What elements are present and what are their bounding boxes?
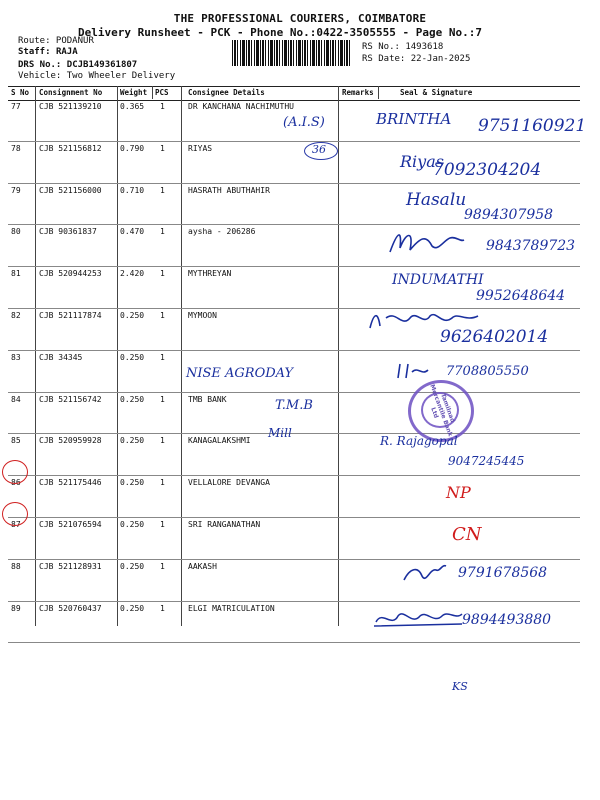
cell-consignment-no: CJB 521076594: [39, 520, 102, 529]
cell-sno: 82: [11, 311, 21, 320]
stamp-text: Tamilnad Mercantile Bank Ltd: [428, 383, 457, 438]
cell-sno: 79: [11, 185, 21, 195]
handwritten-phone-81: 9952648644: [476, 288, 566, 304]
table-row: [8, 475, 580, 518]
cell-consignment-no: CJB 521117874: [39, 311, 102, 320]
cell-pcs: 1: [160, 352, 165, 362]
drs-value: DCJB149361807: [66, 60, 138, 70]
cell-consignment-no: CJB 521128931: [39, 561, 102, 571]
handwritten-signature-79: Hasalu: [406, 190, 467, 210]
cell-consignment-no: CJB 90361837: [39, 227, 97, 237]
handwritten-note-83: NISE AGRODAY: [186, 366, 294, 381]
handwritten-remark-86: NP: [446, 483, 471, 502]
handwritten-signature-88: [400, 560, 448, 586]
col-sno: S No: [11, 88, 30, 97]
drs-key: DRS No.:: [18, 60, 62, 70]
red-circle-87: [2, 502, 28, 526]
cell-pcs: 1: [160, 102, 165, 111]
cell-pcs: 1: [160, 436, 165, 446]
col-divider: [152, 86, 153, 99]
cell-consignee: RIYAS: [188, 143, 213, 153]
rs-number: RS No.: 1493618: [362, 42, 444, 52]
cell-sno: 89: [11, 603, 21, 613]
handwritten-phone-88: 9791678568: [458, 565, 548, 581]
cell-consignee: ELGI MATRICULATION: [188, 603, 275, 613]
cell-weight: 0.790: [120, 143, 145, 153]
runsheet-subtitle: Delivery Runsheet - PCK - Phone No.:0422-3505555 - Page No.:7: [78, 26, 482, 39]
cell-consignment-no: CJB 521156000: [39, 185, 102, 195]
col-weight: Weight: [120, 88, 148, 97]
cell-sno: 83: [11, 352, 21, 362]
handwritten-phone-79: 9894307958: [464, 207, 554, 223]
cell-consignee: MYMOON: [188, 311, 217, 320]
cell-pcs: 1: [160, 311, 165, 320]
staff-value: RAJA: [55, 47, 78, 57]
rs-date: RS Date: 22-Jan-2025: [362, 54, 471, 64]
cell-consignee: MYTHREYAN: [188, 269, 232, 279]
handwritten-mark-83: [394, 360, 430, 382]
cell-sno: 78: [11, 143, 21, 153]
handwritten-signature-85: R. Rajagopal: [380, 434, 458, 448]
cell-pcs: 1: [160, 227, 165, 237]
cell-sno: 81: [11, 269, 21, 279]
cell-weight: 0.250: [120, 311, 145, 320]
drs-line: [18, 60, 137, 70]
cell-consignment-no: CJB 521156812: [39, 143, 102, 153]
handwritten-note-85: Mill: [268, 426, 292, 440]
cell-pcs: 1: [160, 269, 165, 279]
cell-pcs: 1: [160, 603, 165, 613]
cell-weight: 0.250: [120, 561, 145, 571]
cell-consignment-no: CJB 520944253: [39, 269, 102, 279]
handwritten-signature-78: Riyas: [400, 152, 444, 171]
cell-weight: 0.250: [120, 603, 145, 613]
cell-weight: 0.250: [120, 436, 145, 446]
handwritten-phone-77: 9751160921: [478, 116, 587, 136]
cell-consignment-no: CJB 34345: [39, 352, 83, 362]
cell-sno: 88: [11, 561, 21, 571]
cell-weight: 0.365: [120, 102, 145, 111]
cell-weight: 0.250: [120, 394, 145, 404]
cell-weight: 2.420: [120, 269, 145, 279]
handwritten-phone-78: 7092304204: [433, 160, 542, 180]
cell-pcs: 1: [160, 394, 165, 404]
col-seal: Seal & Signature: [400, 88, 473, 97]
handwritten-phone-82: 9626402014: [440, 327, 549, 347]
cell-pcs: 1: [160, 478, 165, 488]
cell-consignee: KANAGALAKSHMI: [188, 436, 251, 446]
col-consignment: Consignment No: [39, 88, 103, 97]
col-pcs: PCS: [155, 88, 169, 97]
cell-sno: 80: [11, 227, 21, 237]
cell-weight: 0.250: [120, 352, 145, 362]
bank-seal-stamp: [408, 380, 474, 442]
handwritten-signature-89: [372, 606, 464, 632]
company-title: THE PROFESSIONAL COURIERS, COIMBATORE: [173, 12, 427, 25]
cell-consignee: AAKASH: [188, 561, 217, 571]
cell-pcs: 1: [160, 520, 165, 529]
handwritten-phone-83: 7708805550: [446, 364, 529, 379]
handwritten-signature-80: [386, 226, 466, 258]
route-label: Route: PODANUR: [18, 36, 94, 46]
cell-weight: 0.470: [120, 227, 145, 237]
cell-sno: 84: [11, 394, 21, 404]
cell-consignee: TMB BANK: [188, 394, 227, 404]
handwritten-phone-85: 9047245445: [448, 454, 525, 468]
cell-weight: 0.250: [120, 478, 145, 488]
cell-weight: 0.250: [120, 520, 145, 529]
staff-key: Staff:: [18, 47, 51, 57]
cell-sno: 85: [11, 436, 21, 446]
handwritten-note-78: 36: [312, 143, 326, 156]
cell-consignee: SRI RANGANATHAN: [188, 520, 261, 529]
table-row: [8, 517, 580, 560]
cell-consignment-no: CJB 521139210: [39, 102, 102, 111]
red-circle-86: [2, 460, 28, 484]
cell-consignee: aysha - 206286: [188, 227, 256, 237]
cell-pcs: 1: [160, 561, 165, 571]
cell-pcs: 1: [160, 143, 165, 153]
vehicle-label: Vehicle: Two Wheeler Delivery: [18, 71, 176, 81]
handwritten-remark-87: CN: [452, 524, 482, 545]
cell-consignment-no: CJB 521156742: [39, 394, 102, 404]
cell-weight: 0.710: [120, 185, 145, 195]
col-consignee: Consignee Details: [188, 88, 265, 97]
cell-consignee: HASRATH ABUTHAHIR: [188, 185, 270, 195]
handwritten-signature-81: INDUMATHI: [392, 272, 484, 288]
cell-consignee: VELLALORE DEVANGA: [188, 478, 270, 488]
handwritten-note-77: (A.I.S): [283, 115, 325, 130]
handwritten-initials: KS: [452, 680, 468, 693]
handwritten-note-84: T.M.B: [275, 398, 313, 413]
handwritten-phone-89: 9894493880: [462, 612, 552, 628]
staff-line: [18, 47, 78, 57]
cell-pcs: 1: [160, 185, 165, 195]
cell-consignment-no: CJB 520959928: [39, 436, 102, 446]
handwritten-signature-77: BRINTHA: [376, 110, 452, 128]
cell-sno: 86: [11, 478, 21, 488]
cell-consignment-no: CJB 521175446: [39, 478, 102, 488]
barcode-image: [232, 40, 352, 66]
col-remarks: Remarks: [342, 88, 374, 97]
handwritten-phone-80: 9843789723: [486, 238, 576, 254]
col-divider: [378, 86, 379, 99]
cell-sno: 87: [11, 520, 21, 529]
cell-consignee: DR KANCHANA NACHIMUTHU: [188, 102, 294, 111]
cell-consignment-no: CJB 520760437: [39, 603, 102, 613]
cell-sno: 77: [11, 102, 21, 111]
